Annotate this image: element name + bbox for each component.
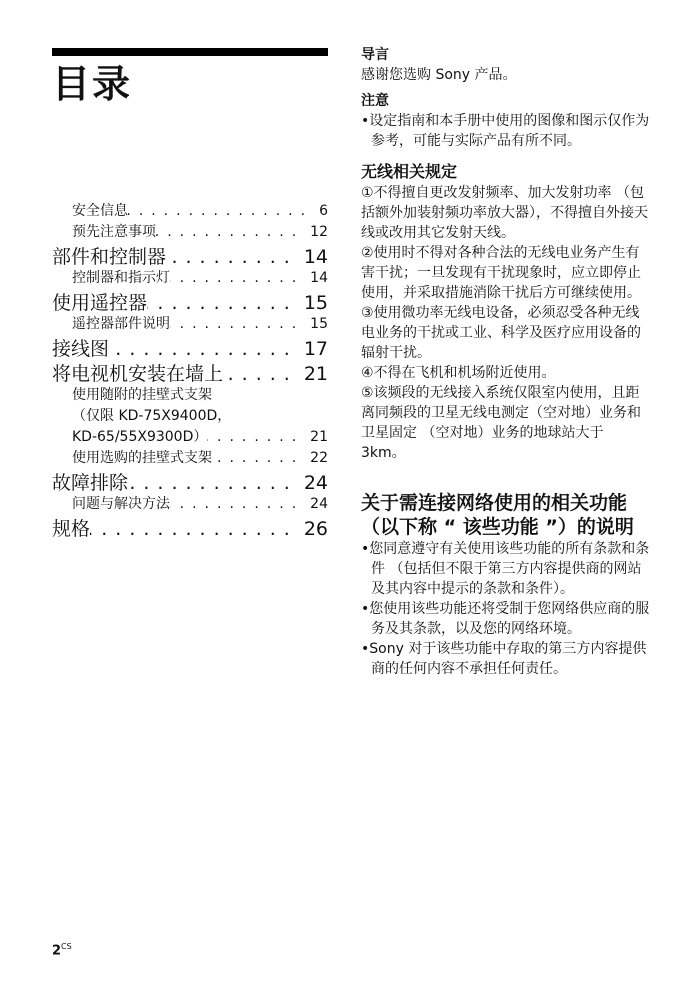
toc-leader: [156, 224, 310, 240]
toc-page-number: 21: [303, 363, 328, 384]
toc-entry[interactable]: [52, 313, 328, 334]
toc-section-label: 故障排除: [52, 472, 129, 493]
toc-entry-line[interactable]: 使用随附的挂壁式支架: [72, 387, 212, 403]
toc-leader: [212, 450, 310, 466]
toc-page-number: 26: [303, 518, 328, 539]
toc-leader: [128, 203, 319, 219]
toc-section[interactable]: [52, 242, 328, 267]
table-of-contents: [52, 200, 328, 539]
toc-page-number: 17: [303, 338, 328, 359]
page-number: 2: [52, 943, 62, 959]
toc-entry[interactable]: [52, 221, 328, 242]
toc-entry[interactable]: [52, 267, 328, 288]
toc-entry-label: KD-65/55X9300D）: [72, 429, 208, 445]
wireless-heading: 无线相关规定: [361, 162, 458, 181]
wireless-item: ⑤该频段的无线接入系统仅限室内使用，且距离同频段的卫星无线电测定（空对地）业务和卫星固定 （空对地）业务的地球站大于 3km。: [361, 385, 641, 461]
toc-section-label: 使用遥控器: [52, 292, 148, 313]
toc-section[interactable]: [52, 359, 328, 384]
toc-leader: [207, 429, 310, 445]
toc-leader: [128, 472, 304, 493]
toc-leader: [170, 270, 310, 286]
toc-page-number: 14: [303, 246, 328, 267]
note-heading: 注意: [361, 93, 389, 109]
toc-leader: [147, 292, 304, 313]
toc-entry[interactable]: [52, 200, 328, 221]
toc-section-label: 部件和控制器: [52, 246, 167, 267]
network-bullet: •您使用该些功能还将受制于您网络供应商的服务及其条款，以及您的网络环境。: [361, 601, 650, 637]
toc-entry-label: 预先注意事项: [72, 224, 156, 240]
toc-leader: [170, 316, 310, 332]
content-column: [361, 45, 651, 679]
toc-section[interactable]: [52, 468, 328, 493]
toc-entry-label: 遥控器部件说明: [72, 316, 170, 332]
network-heading: 关于需连接网络使用的相关功能 （以下称 “ 该些功能 ”）的说明: [361, 492, 634, 538]
toc-leader: [223, 363, 304, 384]
toc-entry-label: 问题与解决方法: [72, 496, 170, 512]
toc-section[interactable]: [52, 334, 328, 359]
toc-leader: [90, 518, 304, 539]
wireless-item: ③使用微功率无线电设备，必须忍受各种无线电业务的干扰或工业、科学及医疗应用设备的辐射干扰。: [361, 305, 641, 361]
note-bullet: •设定指南和本手册中使用的图像和图示仅作为参考，可能与实际产品有所不同。: [361, 113, 650, 149]
toc-leader: [166, 246, 304, 267]
toc-section-label: 接线图: [52, 338, 110, 359]
wireless-item: ①不得擅自更改发射频率、加大发射功率 （包括额外加装射频功率放大器），不得擅自外接天线或改用其它发射天线。: [361, 185, 648, 241]
toc-page-number: 6: [319, 203, 328, 219]
toc-page-number: 24: [310, 496, 328, 512]
toc-entry[interactable]: [52, 493, 328, 514]
toc-page-number: 22: [310, 450, 328, 466]
page-footer: [52, 942, 72, 958]
toc-page-number: 24: [303, 472, 328, 493]
toc-section-label: 规格: [52, 518, 91, 539]
toc-leader: [109, 338, 304, 359]
toc-page-number: 21: [310, 429, 328, 445]
toc-section[interactable]: [52, 288, 328, 313]
toc-entry-line[interactable]: （仅限 KD-75X9400D，: [72, 408, 232, 424]
toc-entry[interactable]: [52, 447, 328, 468]
toc-entry-label: 安全信息: [72, 203, 128, 219]
wireless-item: ④不得在飞机和机场附近使用。: [361, 365, 556, 381]
toc-page-number: 12: [310, 224, 328, 240]
title-rule: [52, 48, 328, 56]
intro-heading: 导言: [361, 47, 389, 63]
network-bullet: •您同意遵守有关使用该些功能的所有条款和条件 （包括但不限于第三方内容提供商的网站及其内容中提示的条款和条件）。: [361, 541, 650, 597]
toc-entry[interactable]: [52, 426, 328, 447]
network-bullet: •Sony 对于该些功能中存取的第三方内容提供商的任何内容不承担任何责任。: [361, 641, 647, 677]
intro-text: 感谢您选购 Sony 产品。: [361, 67, 517, 83]
toc-page-number: 15: [303, 292, 328, 313]
toc-entry-label: 使用选购的挂壁式支架: [72, 450, 212, 466]
toc-leader: [170, 496, 310, 512]
toc-section-label: 将电视机安装在墙上: [52, 363, 224, 384]
language-code: CS: [61, 942, 72, 951]
toc-page-number: 15: [310, 316, 328, 332]
toc-page-number: 14: [310, 270, 328, 286]
toc-section[interactable]: [52, 514, 328, 539]
wireless-item: ②使用时不得对各种合法的无线电业务产生有害干扰；一旦发现有干扰现象时，应立即停止使用，并采取措施消除干扰后方可继续使用。: [361, 245, 641, 301]
toc-entry-label: 控制器和指示灯: [72, 270, 170, 286]
toc-title: 目录: [52, 62, 133, 106]
